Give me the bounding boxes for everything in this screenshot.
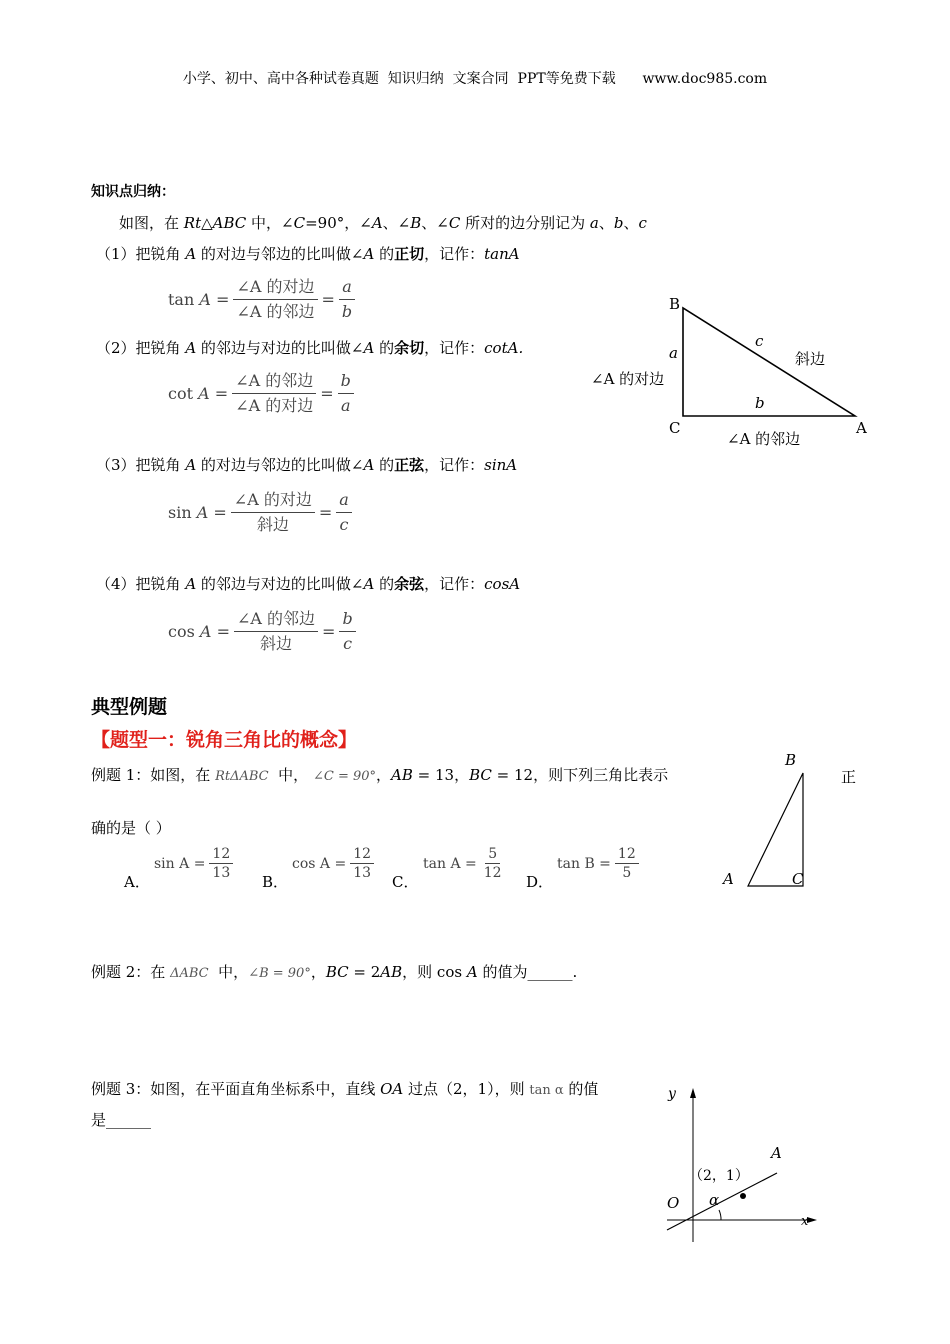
- example-3-question: 例题 3：如图，在平面直角坐标系中，直线 OA 过点（2，1），则 tan α 的值: [91, 1080, 599, 1098]
- label-point: （2，1）: [689, 1168, 749, 1184]
- option-B-label: B．: [262, 873, 289, 891]
- example-1-triangle-figure: [715, 745, 815, 895]
- knowledge-intro: 如图，在 Rt△ABC 中，∠C=90°，∠A、∠B、∠C 所对的边分别记为 a、b、c: [119, 214, 647, 232]
- examples-heading: 典型例题: [91, 696, 168, 718]
- example-2-question: 例题 2：在 ΔABC 中，∠B = 90°，BC = 2AB，则 cos A 的值为______.: [91, 963, 578, 981]
- label-adjacent: ∠A 的邻边: [727, 430, 801, 448]
- formula-sin: sin A = $\frac{\text{∠A 的对边}}{\text{斜边}}$ = $\frac{a}{c}$: [168, 489, 356, 536]
- label-A: A: [723, 870, 734, 888]
- y-axis-arrow: [690, 1088, 696, 1098]
- label-B: B: [785, 751, 797, 769]
- label-C: C: [669, 419, 681, 437]
- label-x: x: [801, 1214, 809, 1229]
- option-D-label: D．: [526, 873, 554, 891]
- option-C-label: C．: [392, 873, 419, 891]
- triangle-shape: [683, 308, 855, 416]
- coordinate-figure: [655, 1080, 835, 1250]
- label-c: c: [755, 332, 764, 350]
- option-D[interactable]: tan B = $\frac{12}{5}$: [557, 846, 643, 881]
- formula-tan: tan A = $\frac{\text{∠A 的对边}}{\text{∠A 的邻边}}$ = $\frac{a}{b}$: [168, 276, 359, 323]
- type1-heading: 【题型一：锐角三角比的概念】: [91, 729, 358, 751]
- example-1-wrap-char: 正: [841, 768, 857, 786]
- point-2-1: [740, 1193, 746, 1199]
- example-3-line2: 是______: [91, 1111, 152, 1129]
- x-axis-arrow: [807, 1217, 817, 1223]
- label-O: O: [667, 1194, 680, 1212]
- angle-arc: [719, 1210, 721, 1220]
- label-opposite: ∠A 的对边: [591, 370, 665, 388]
- label-hypotenuse: 斜边: [795, 350, 826, 368]
- option-A-label: A．: [124, 873, 150, 891]
- label-b: b: [755, 394, 765, 412]
- knowledge-title: 知识点归纳：: [91, 184, 175, 200]
- example-1-question: 例题 1：如图，在 RtΔABC 中， ∠C = 90°，AB = 13，BC = 12，则下列三角比表示: [91, 766, 669, 784]
- label-a: a: [669, 344, 678, 362]
- definition-cos: （4）把锐角 A 的邻边与对边的比叫做∠A 的余弦，记作：cosA: [96, 575, 521, 593]
- definition-tan: （1）把锐角 A 的对边与邻边的比叫做∠A 的正切，记作：tanA: [96, 245, 520, 263]
- formula-cos: cos A = $\frac{\text{∠A 的邻边}}{\text{斜边}}$ = $\frac{b}{c}$: [168, 608, 360, 655]
- label-B: B: [669, 295, 681, 313]
- label-A: A: [771, 1144, 782, 1162]
- option-A[interactable]: sin A = $\frac{12}{13}$: [154, 846, 237, 881]
- example-1-line2: 确的是（ ）: [91, 819, 171, 837]
- right-triangle-figure: [585, 290, 875, 455]
- page-header: 小学、初中、高中各种试卷真题 知识归纳 文案合同 PPT等免费下载 www.doc985.com: [182, 71, 768, 87]
- definition-sin: （3）把锐角 A 的对边与邻边的比叫做∠A 的正弦，记作：sinA: [96, 456, 518, 474]
- formula-cot: cot A = $\frac{\text{∠A 的邻边}}{\text{∠A 的对边}}$ = $\frac{b}{a}$: [168, 370, 358, 417]
- label-A: A: [856, 419, 867, 437]
- option-B[interactable]: cos A = $\frac{12}{13}$: [292, 846, 378, 881]
- label-C: C: [792, 870, 804, 888]
- label-y: y: [668, 1086, 676, 1102]
- label-alpha: α: [709, 1191, 720, 1209]
- definition-cot: （2）把锐角 A 的邻边与对边的比叫做∠A 的余切，记作：cotA.: [96, 339, 524, 357]
- option-C[interactable]: tan A = $\frac{5}{12}$: [423, 846, 502, 881]
